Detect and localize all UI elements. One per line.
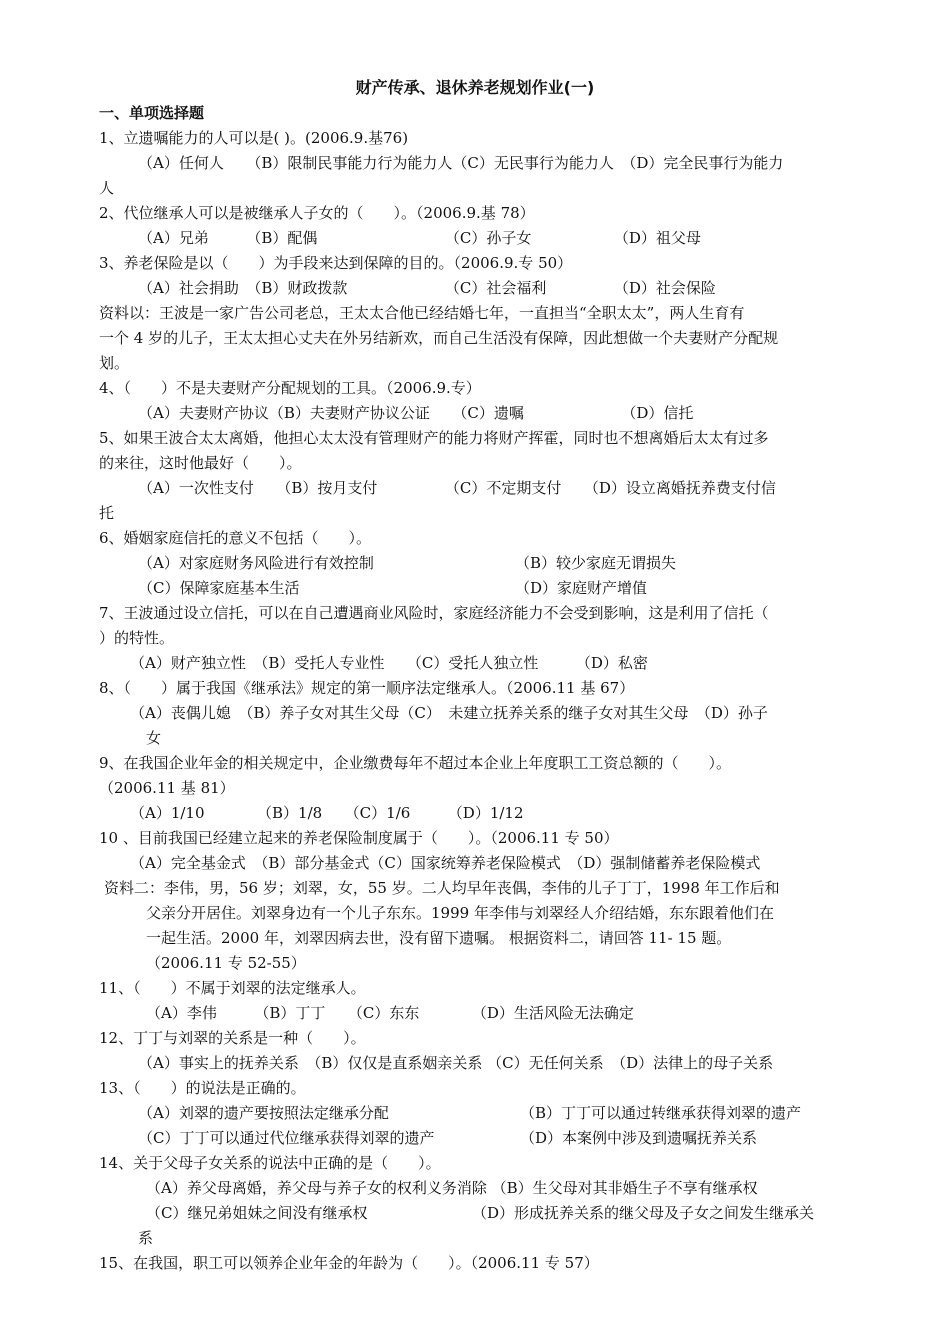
question-6-option-b: （B）较少家庭无谓损失 — [515, 554, 677, 572]
question-6: 6、婚姻家庭信托的意义不包括（ ）。 — [99, 529, 372, 547]
question-12-options: （A）事实上的抚养关系 （B）仅仅是直系姻亲关系 （C）无任何关系 （D）法律上的母子关系 — [138, 1054, 774, 1072]
question-1-options-wrap: 人 — [99, 179, 115, 197]
question-7-wrap: ）的特性。 — [99, 629, 175, 647]
question-3: 3、养老保险是以（ ）为手段来达到保障的目的。（2006.9.专 50） — [99, 254, 573, 272]
question-7: 7、王波通过设立信托，可以在自己遭遇商业风险时，家庭经济能力不会受到影响，这是利用了信托（ — [99, 604, 769, 622]
question-2-options: （A）兄弟 （B）配偶 （C）孙子女 （D）祖父母 — [138, 229, 701, 247]
question-5: 5、如果王波合太太离婚，他担心太太没有管理财产的能力将财产挥霍，同时也不想离婚后太太有过多 — [99, 429, 769, 447]
question-5-options: （A）一次性支付 （B）按月支付 （C）不定期支付 （D）设立离婚抚养费支付信 — [138, 479, 776, 497]
question-6-option-a: （A）对家庭财务风险进行有效控制 — [138, 554, 374, 572]
material-2-line-3: 一起生活。2000 年，刘翠因病去世，没有留下遗嘱。 根据资料二，请回答 11- 15 题。 — [146, 929, 732, 947]
question-4: 4、（ ）不是夫妻财产分配规划的工具。（2006.9.专） — [99, 379, 481, 397]
question-6-option-d: （D）家庭财产增值 — [515, 579, 648, 597]
question-2: 2、代位继承人可以是被继承人子女的（ ）。（2006.9.基 78） — [99, 204, 535, 222]
question-4-options: （A）夫妻财产协议（B）夫妻财产协议公证 （C）遗嘱 （D）信托 — [138, 404, 694, 422]
question-13-option-c: （C）丁丁可以通过代位继承获得刘翠的遗产 — [138, 1129, 435, 1147]
question-13-option-a: （A）刘翠的遗产要按照法定继承分配 — [138, 1104, 389, 1122]
question-12: 12、丁丁与刘翠的关系是一种（ ）。 — [99, 1029, 366, 1047]
question-8-options-wrap: 女 — [146, 729, 162, 747]
material-1-line-1: 资料以：王波是一家广告公司老总，王太太合他已经结婚七年，一直担当“全职太太”，两人生育有 — [99, 304, 745, 322]
question-14-option-d-wrap: 系 — [138, 1229, 154, 1247]
material-2-line-4: （2006.11 专 52-55） — [146, 954, 306, 972]
material-2-line-1: 资料二：李伟，男，56 岁；刘翠，女，55 岁。二人均早年丧偶，李伟的儿子丁丁，1998 年工作后和 — [104, 879, 780, 897]
question-1: 1、立遗嘱能力的人可以是( )。(2006.9.基76) — [99, 129, 409, 147]
question-11-options: （A）李伟 （B）丁丁 （C）东东 （D）生活风险无法确定 — [146, 1004, 634, 1022]
section-heading: 一、单项选择题 — [99, 104, 205, 122]
question-5-wrap: 的来往，这时他最好（ ）。 — [99, 454, 302, 472]
question-13-option-b: （B）丁丁可以通过转继承获得刘翠的遗产 — [520, 1104, 802, 1122]
question-6-option-c: （C）保障家庭基本生活 — [138, 579, 300, 597]
question-3-options: （A）社会捐助 （B）财政拨款 （C）社会福利 （D）社会保险 — [138, 279, 716, 297]
question-10: 10 、目前我国已经建立起来的养老保险制度属于（ ）。（2006.11 专 50） — [99, 829, 619, 847]
material-1-line-3: 划。 — [99, 354, 130, 372]
material-1-line-2: 一个 4 岁的儿子，王太太担心丈夫在外另结新欢，而自己生活没有保障，因此想做一个夫妻财产分配规 — [99, 329, 779, 347]
question-13-option-d: （D）本案例中涉及到遗嘱抚养关系 — [520, 1129, 758, 1147]
question-11: 11、（ ）不属于刘翠的法定继承人。 — [99, 979, 366, 997]
question-9-options: （A）1/10 （B）1/8 （C）1/6 （D）1/12 — [130, 804, 524, 822]
question-9: 9、在我国企业年金的相关规定中，企业缴费每年不超过本企业上年度职工工资总额的（ ）。 — [99, 754, 732, 772]
question-14-option-d: （D）形成抚养关系的继父母及子女之间发生继承关 — [472, 1204, 815, 1222]
question-14: 14、关于父母子女关系的说法中正确的是（ ）。 — [99, 1154, 441, 1172]
question-9-wrap: （2006.11 基 81） — [99, 779, 235, 797]
question-10-options: （A）完全基金式 （B）部分基金式（C）国家统筹养老保险模式 （D）强制储蓄养老保险模式 — [130, 854, 761, 872]
document-title: 财产传承、退休养老规划作业(一) — [355, 78, 595, 97]
question-14-options-ab: （A）养父母离婚，养父母与养子女的权利义务消除 （B）生父母对其非婚生子不享有继承权 — [146, 1179, 758, 1197]
question-14-option-c: （C）继兄弟姐妹之间没有继承权 — [146, 1204, 368, 1222]
question-15: 15、在我国，职工可以领养企业年金的年龄为（ ）。（2006.11 专 57） — [99, 1254, 599, 1272]
question-7-options: （A）财产独立性 （B）受托人专业性 （C）受托人独立性 （D）私密 — [130, 654, 648, 672]
question-5-options-wrap: 托 — [99, 504, 115, 522]
question-1-options: （A）任何人 （B）限制民事能力行为能力人（C）无民事行为能力人 （D）完全民事行为能力 — [138, 154, 784, 172]
question-8-options: （A）丧偶儿媳 （B）养子女对其生父母（C） 未建立抚养关系的继子女对其生父母 （D）孙子 — [130, 704, 768, 722]
material-2-line-2: 父亲分开居住。刘翠身边有一个儿子东东。1999 年李伟与刘翠经人介绍结婚，东东跟着他们在 — [146, 904, 774, 922]
question-13: 13、（ ）的说法是正确的。 — [99, 1079, 306, 1097]
question-8: 8、（ ）属于我国《继承法》规定的第一顺序法定继承人。（2006.11 基 67） — [99, 679, 635, 697]
